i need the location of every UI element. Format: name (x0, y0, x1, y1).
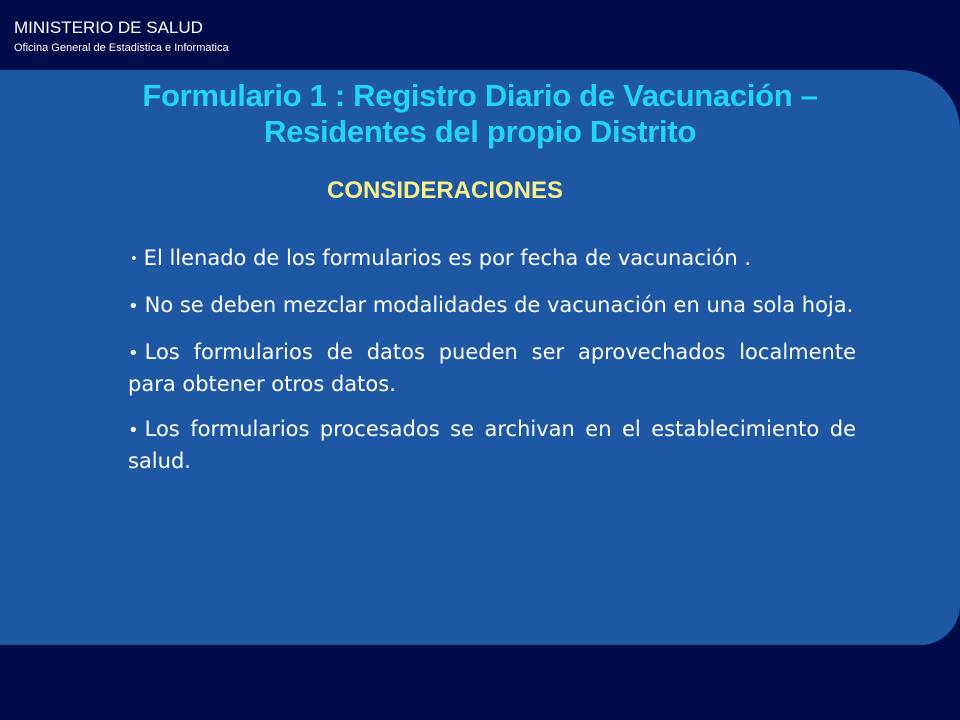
bullet-icon: • (128, 420, 139, 441)
slide-title (90, 78, 870, 150)
list-item (128, 337, 856, 399)
organization-header (14, 18, 229, 56)
slide-title-line-1: Formulario 1 : Registro Diario de Vacunación – (142, 78, 818, 113)
list-item-text: El llenado de los formularios es por fecha de vacunación . (143, 246, 752, 270)
considerations-list (128, 243, 856, 491)
organization-subtitle: Oficina General de Estadistica e Informatica (14, 42, 229, 54)
list-item-text: Los formularios de datos pueden ser aprovechados localmente para obtener otros datos. (128, 340, 856, 396)
bullet-icon: • (128, 343, 139, 364)
bullet-icon: • (128, 296, 139, 317)
section-heading: CONSIDERACIONES (326, 177, 564, 204)
list-item-text: Los formularios procesados se archivan en el establecimiento de salud. (128, 417, 856, 473)
slide-title-line-2: Residentes del propio Distrito (264, 114, 696, 149)
list-item (128, 243, 856, 275)
list-item (128, 414, 856, 476)
list-item-text: No se deben mezclar modalidades de vacunación en una sola hoja. (144, 293, 854, 317)
bullet-icon: • (130, 252, 138, 267)
organization-name: MINISTERIO DE SALUD (14, 18, 203, 37)
list-item (128, 290, 856, 322)
